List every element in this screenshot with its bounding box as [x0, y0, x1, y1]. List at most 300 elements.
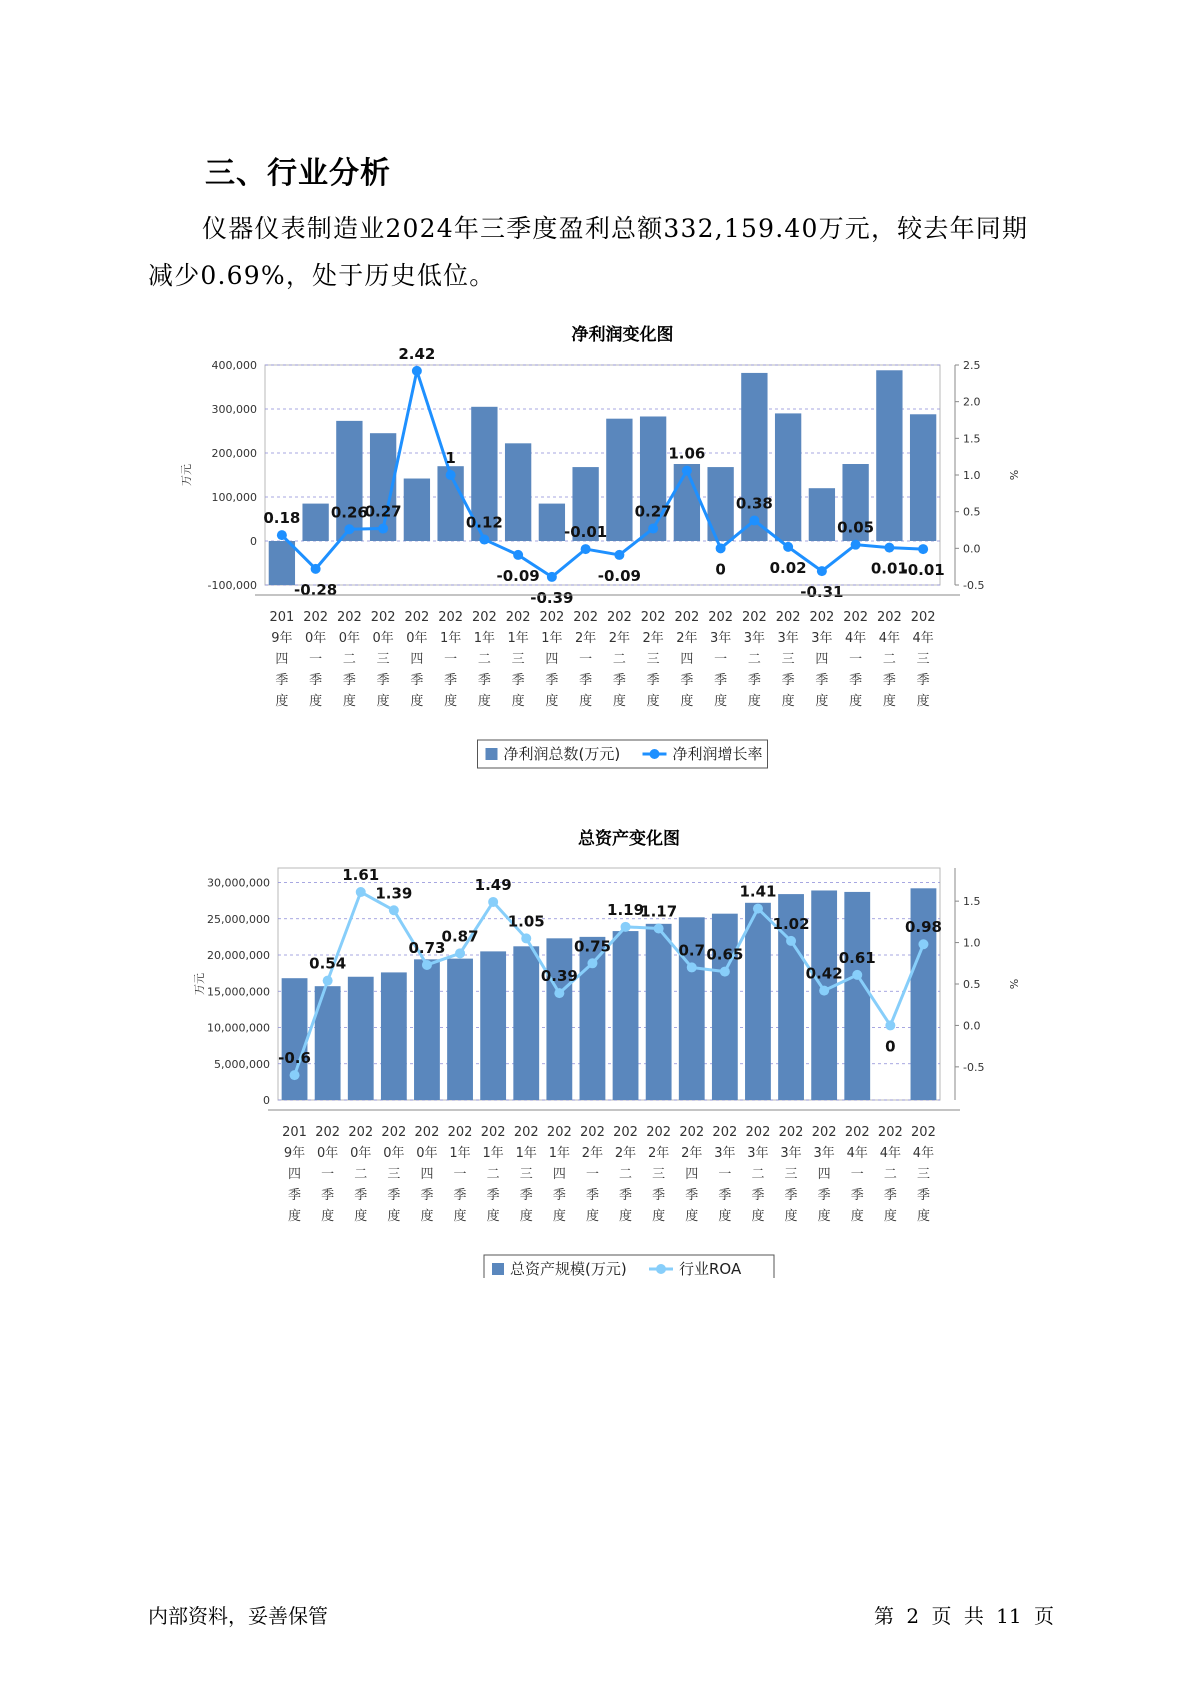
x-tick-label: 202: [480, 1125, 506, 1140]
data-label: 0.75: [573, 937, 611, 956]
data-label: 0.26: [330, 503, 368, 522]
bar: [745, 903, 771, 1100]
x-tick-label: 202: [471, 610, 497, 625]
x-tick-label: 202: [336, 610, 362, 625]
x-tick-label: 季: [883, 1188, 897, 1203]
x-tick-label: 三: [376, 652, 390, 667]
x-tick-label: 季: [376, 673, 390, 688]
line-point: [581, 544, 591, 554]
x-tick-label: 四: [275, 652, 289, 667]
line-point: [885, 1020, 895, 1030]
bar: [302, 504, 328, 541]
x-tick-label: 3年: [743, 631, 766, 646]
line-point: [311, 564, 321, 574]
y2-tick-label: 2.0: [963, 395, 981, 409]
data-label: -0.09: [597, 566, 641, 585]
bar: [646, 924, 672, 1100]
x-tick-label: 202: [447, 1125, 473, 1140]
bar: [844, 892, 870, 1100]
line-point: [786, 936, 796, 946]
line-point: [412, 366, 422, 376]
x-tick-label: 0年: [416, 1146, 438, 1161]
line-point: [819, 986, 829, 996]
x-tick-label: 四: [817, 1167, 831, 1182]
bar: [613, 931, 639, 1100]
x-tick-label: 1年: [548, 1146, 570, 1161]
bar: [606, 419, 632, 541]
x-tick-label: 3年: [813, 1146, 835, 1161]
y-tick-label: 30,000,000: [207, 876, 270, 890]
x-tick-label: 202: [844, 1125, 870, 1140]
y-tick-label: 0: [263, 1094, 270, 1107]
x-tick-label: 度: [545, 694, 559, 709]
line-point: [547, 572, 557, 582]
line-point: [720, 967, 730, 977]
x-tick-label: 三: [511, 652, 525, 667]
x-tick-label: 3年: [777, 631, 799, 646]
x-tick-label: 202: [513, 1125, 539, 1140]
x-tick-label: 一: [714, 652, 728, 667]
x-tick-label: 4年: [878, 631, 901, 646]
legend-line-label: 净利润增长率: [672, 745, 763, 763]
data-label: 0.65: [706, 945, 744, 964]
x-tick-label: 度: [781, 694, 795, 709]
x-tick-label: 202: [811, 1125, 837, 1140]
x-tick-label: 季: [882, 673, 896, 688]
x-tick-label: 1年: [482, 1146, 504, 1161]
x-tick-label: 季: [275, 673, 289, 688]
line-point: [277, 530, 287, 540]
x-tick-label: 季: [747, 673, 761, 688]
data-label: -0.6: [278, 1049, 311, 1068]
bar: [336, 421, 362, 541]
y-tick-label: 100,000: [211, 491, 257, 504]
y2-tick-label: -0.5: [963, 579, 985, 592]
footer-page-number: 第 2 页 共 11 页: [874, 1604, 1054, 1628]
x-tick-label: 度: [619, 1209, 633, 1224]
x-tick-label: 202: [505, 610, 531, 625]
x-tick-label: 二: [883, 1167, 897, 1182]
data-label: 0.61: [838, 948, 876, 967]
data-label: 1.06: [668, 444, 706, 463]
line-point: [356, 887, 366, 897]
bar: [546, 938, 572, 1100]
x-tick-label: 季: [579, 673, 593, 688]
data-label: -0.28: [294, 580, 338, 599]
x-tick-label: 季: [354, 1188, 368, 1203]
net-profit-chart: [0, 310, 1191, 780]
bar: [282, 978, 308, 1100]
x-tick-label: 二: [751, 1167, 765, 1182]
data-label: 0.42: [805, 964, 843, 983]
x-tick-label: 一: [585, 1167, 599, 1182]
x-tick-label: 1年: [541, 631, 563, 646]
x-tick-label: 季: [387, 1188, 401, 1203]
x-tick-label: 202: [741, 610, 767, 625]
bar: [910, 414, 936, 541]
x-tick-label: 季: [619, 1188, 633, 1203]
x-tick-label: 四: [545, 652, 559, 667]
line-point: [687, 962, 697, 972]
y2-tick-label: 1.5: [963, 432, 981, 446]
y-tick-label: 300,000: [211, 403, 257, 416]
y-tick-label: 15,000,000: [207, 985, 270, 999]
x-tick-label: 季: [420, 1188, 434, 1203]
bar: [381, 972, 407, 1100]
x-tick-label: 度: [883, 1209, 897, 1224]
x-tick-label: 度: [751, 1209, 765, 1224]
line-point: [851, 540, 861, 550]
x-tick-label: 度: [579, 694, 593, 709]
x-tick-label: 季: [815, 673, 829, 688]
y2-tick-label: 1.0: [963, 469, 981, 482]
bar: [505, 443, 531, 541]
x-tick-label: 度: [453, 1209, 467, 1224]
x-tick-label: 季: [321, 1188, 335, 1203]
x-tick-label: 度: [815, 694, 829, 709]
x-tick-label: 3年: [811, 631, 833, 646]
x-tick-label: 季: [545, 673, 559, 688]
x-tick-label: 0年: [383, 1146, 405, 1161]
line-point: [884, 543, 894, 553]
x-tick-label: 202: [708, 610, 734, 625]
line-point: [446, 470, 456, 480]
x-tick-label: 季: [511, 673, 525, 688]
bar: [404, 479, 430, 541]
x-tick-label: 度: [552, 1209, 566, 1224]
x-tick-label: 9年: [271, 631, 293, 646]
x-tick-label: 202: [370, 610, 396, 625]
data-label: -0.31: [800, 583, 844, 602]
x-tick-label: 202: [414, 1125, 440, 1140]
x-tick-label: 3年: [780, 1146, 802, 1161]
legend-line-marker: [656, 1264, 666, 1274]
x-tick-label: 9年: [283, 1146, 306, 1161]
line-point: [479, 535, 489, 545]
line-point: [614, 550, 624, 560]
x-tick-label: 一: [579, 652, 593, 667]
data-label: 1.02: [772, 914, 810, 933]
y-tick-label: 20,000,000: [207, 949, 270, 962]
x-tick-label: 201: [269, 610, 295, 625]
line-point: [587, 958, 597, 968]
x-tick-label: 二: [486, 1167, 500, 1182]
line-point: [682, 466, 692, 476]
x-tick-label: 202: [877, 1125, 903, 1140]
x-tick-label: 季: [612, 673, 626, 688]
x-tick-label: 季: [916, 1188, 930, 1203]
y-tick-label: 5,000,000: [214, 1057, 270, 1071]
x-tick-label: 202: [640, 610, 666, 625]
x-tick-label: 度: [685, 1209, 699, 1224]
x-tick-label: 度: [321, 1209, 335, 1224]
x-tick-label: 度: [850, 1209, 864, 1224]
x-tick-label: 202: [580, 1125, 605, 1140]
x-tick-label: 二: [342, 652, 356, 667]
x-tick-label: 2年: [648, 1146, 670, 1161]
x-tick-label: 202: [348, 1125, 374, 1140]
line-point: [455, 948, 465, 958]
x-tick-label: 4年: [912, 631, 934, 646]
data-label: 0.02: [769, 558, 807, 577]
x-tick-label: 度: [387, 1209, 401, 1224]
x-tick-label: 202: [712, 1125, 738, 1140]
bar: [640, 416, 666, 541]
bar: [775, 413, 801, 541]
x-tick-label: 二: [882, 652, 896, 667]
x-tick-label: 四: [410, 652, 424, 667]
x-tick-label: 202: [573, 610, 599, 625]
data-label: 1.19: [607, 900, 645, 919]
x-tick-label: 2年: [681, 1146, 703, 1161]
x-tick-label: 三: [784, 1167, 798, 1182]
line-point: [918, 939, 928, 949]
x-tick-label: 四: [680, 652, 694, 667]
x-tick-label: 季: [685, 1188, 699, 1203]
x-tick-label: 季: [652, 1188, 666, 1203]
y-tick-label: 25,000,000: [207, 912, 270, 926]
y-tick-label: 400,000: [211, 359, 257, 372]
x-tick-label: 202: [315, 1125, 341, 1140]
data-label: -0.01: [564, 523, 608, 542]
data-label: 0.87: [441, 927, 479, 946]
x-tick-label: 季: [453, 1188, 467, 1203]
x-tick-label: 度: [747, 694, 761, 709]
x-tick-label: 一: [718, 1167, 732, 1182]
x-tick-label: 度: [486, 1209, 500, 1224]
legend-bar-label: 净利润总数(万元): [503, 745, 621, 763]
bar: [414, 959, 440, 1100]
x-tick-label: 度: [410, 694, 424, 709]
y2-tick-label: -0.5: [963, 1060, 985, 1074]
data-label: 0.12: [465, 513, 503, 532]
bar: [269, 541, 295, 585]
x-tick-label: 202: [404, 610, 430, 625]
x-tick-label: 度: [511, 694, 525, 709]
data-label: 0: [715, 560, 726, 579]
line-point: [654, 923, 664, 933]
legend-bar-swatch: [486, 748, 498, 760]
x-tick-label: 季: [477, 673, 491, 688]
x-tick-label: 度: [275, 694, 289, 709]
data-label: 1.39: [375, 884, 413, 903]
x-tick-label: 季: [519, 1188, 533, 1203]
x-tick-label: 季: [784, 1188, 798, 1203]
bar: [348, 977, 374, 1100]
x-tick-label: 季: [817, 1188, 831, 1203]
x-tick-label: 季: [288, 1188, 302, 1203]
x-tick-label: 4年: [879, 1146, 901, 1161]
x-tick-label: 0年: [338, 631, 361, 646]
x-tick-label: 季: [342, 673, 356, 688]
bar: [513, 946, 539, 1100]
legend-bar-swatch: [492, 1263, 504, 1275]
line-point: [389, 905, 399, 915]
x-tick-label: 1年: [473, 631, 496, 646]
x-tick-label: 度: [652, 1209, 666, 1224]
legend-bar-label: 总资产规模(万元): [510, 1260, 627, 1278]
x-tick-label: 度: [916, 694, 930, 709]
y2-tick-label: 0.0: [963, 1019, 981, 1033]
y-tick-label: 10,000,000: [207, 1021, 270, 1035]
x-tick-label: 度: [714, 694, 728, 709]
line-point: [513, 550, 523, 560]
x-tick-label: 季: [585, 1188, 599, 1203]
line-point: [783, 542, 793, 552]
line-point: [290, 1070, 300, 1080]
line-point: [918, 544, 928, 554]
x-tick-label: 二: [619, 1167, 633, 1182]
x-tick-label: 季: [486, 1188, 500, 1203]
x-tick-label: 2年: [574, 631, 597, 646]
line-point: [817, 566, 827, 576]
line-point: [344, 524, 354, 534]
x-tick-label: 202: [910, 610, 936, 625]
x-tick-label: 度: [444, 694, 458, 709]
x-tick-label: 度: [420, 1209, 434, 1224]
x-tick-label: 2年: [642, 631, 664, 646]
bar: [712, 914, 738, 1100]
y-tick-label: 200,000: [211, 447, 257, 460]
bar: [809, 488, 835, 541]
line-point: [521, 933, 531, 943]
x-tick-label: 4年: [844, 631, 867, 646]
x-tick-label: 3年: [714, 1146, 736, 1161]
data-label: 0.38: [735, 494, 773, 513]
x-tick-label: 202: [876, 610, 902, 625]
x-tick-label: 3年: [709, 631, 732, 646]
x-tick-label: 1年: [439, 631, 462, 646]
x-tick-label: 202: [674, 610, 700, 625]
y2-tick-label: 1.0: [963, 936, 981, 950]
data-label: -0.39: [530, 588, 574, 607]
legend-line-label: 行业ROA: [679, 1260, 742, 1278]
x-tick-label: 三: [916, 652, 930, 667]
x-tick-label: 0年: [317, 1146, 339, 1161]
chart-title: 总资产变化图: [578, 829, 680, 849]
x-tick-label: 202: [745, 1125, 771, 1140]
line-point: [488, 897, 498, 907]
x-tick-label: 202: [539, 610, 565, 625]
y2-tick-label: 0.0: [963, 542, 981, 556]
y2-axis-label: %: [1007, 469, 1020, 481]
x-tick-label: 202: [613, 1125, 638, 1140]
legend-line-marker: [650, 749, 660, 759]
x-tick-label: 度: [718, 1209, 732, 1224]
x-tick-label: 202: [381, 1125, 407, 1140]
x-tick-label: 三: [916, 1167, 930, 1182]
bar: [876, 370, 902, 541]
data-label: 0.27: [634, 502, 672, 521]
x-tick-label: 季: [718, 1188, 732, 1203]
y-tick-label: 0: [250, 535, 257, 548]
x-tick-label: 0年: [350, 1146, 372, 1161]
total-assets-chart: [0, 808, 1191, 1278]
x-tick-label: 度: [585, 1209, 599, 1224]
x-tick-label: 0年: [406, 631, 428, 646]
x-tick-label: 季: [849, 673, 863, 688]
data-label: 0.27: [364, 502, 402, 521]
x-tick-label: 2年: [676, 631, 698, 646]
y2-tick-label: 2.5: [963, 359, 981, 372]
data-label: 1: [445, 449, 456, 467]
x-tick-label: 季: [309, 673, 323, 688]
x-tick-label: 四: [685, 1167, 699, 1182]
x-tick-label: 度: [680, 694, 694, 709]
x-tick-label: 0年: [372, 631, 394, 646]
y-tick-label: -100,000: [207, 579, 257, 592]
line-point: [378, 524, 388, 534]
x-tick-label: 202: [843, 610, 869, 625]
data-label: 0.54: [309, 954, 347, 973]
x-tick-label: 度: [849, 694, 863, 709]
section-heading: 三、行业分析: [205, 156, 391, 191]
x-tick-label: 一: [849, 652, 863, 667]
x-tick-label: 2年: [581, 1146, 604, 1161]
x-tick-label: 202: [438, 610, 464, 625]
x-tick-label: 四: [552, 1167, 566, 1182]
y2-tick-label: 1.5: [963, 895, 981, 909]
x-tick-label: 三: [387, 1167, 401, 1182]
bar: [447, 959, 473, 1100]
x-tick-label: 二: [747, 652, 761, 667]
x-tick-label: 三: [646, 652, 660, 667]
x-tick-label: 202: [778, 1125, 804, 1140]
data-label: 0.39: [540, 967, 578, 986]
x-tick-label: 202: [303, 610, 329, 625]
data-label: 0.05: [837, 518, 875, 537]
x-tick-label: 202: [646, 1125, 672, 1140]
x-tick-label: 一: [444, 652, 458, 667]
y-axis-label: 万元: [180, 464, 193, 486]
data-label: 1.61: [342, 866, 380, 885]
x-tick-label: 2年: [608, 631, 631, 646]
x-tick-label: 度: [916, 1209, 930, 1224]
x-tick-label: 季: [916, 673, 930, 688]
x-tick-label: 度: [784, 1209, 798, 1224]
x-tick-label: 度: [519, 1209, 533, 1224]
bar: [480, 951, 506, 1100]
x-tick-label: 度: [342, 694, 356, 709]
x-tick-label: 季: [714, 673, 728, 688]
x-tick-label: 202: [606, 610, 632, 625]
data-label: 0: [885, 1037, 896, 1056]
chart-title: 净利润变化图: [571, 325, 674, 345]
x-tick-label: 季: [646, 673, 660, 688]
x-tick-label: 二: [354, 1167, 368, 1182]
x-tick-label: 度: [477, 694, 491, 709]
line-point: [323, 976, 333, 986]
x-tick-label: 0年: [304, 631, 327, 646]
x-tick-label: 202: [809, 610, 835, 625]
x-tick-label: 度: [309, 694, 323, 709]
line-point: [749, 515, 759, 525]
x-tick-label: 度: [376, 694, 390, 709]
x-tick-label: 三: [781, 652, 795, 667]
x-tick-label: 一: [453, 1167, 467, 1182]
x-tick-label: 1年: [515, 1146, 537, 1161]
line-point: [753, 904, 763, 914]
x-tick-label: 二: [477, 652, 491, 667]
x-tick-label: 度: [354, 1209, 368, 1224]
data-label: 1.41: [739, 882, 777, 901]
x-tick-label: 4年: [846, 1146, 868, 1161]
x-tick-label: 202: [911, 1125, 936, 1140]
y-axis-label: 万元: [193, 973, 206, 995]
x-tick-label: 1年: [449, 1146, 471, 1161]
x-tick-label: 三: [519, 1167, 533, 1182]
line-point: [852, 970, 862, 980]
